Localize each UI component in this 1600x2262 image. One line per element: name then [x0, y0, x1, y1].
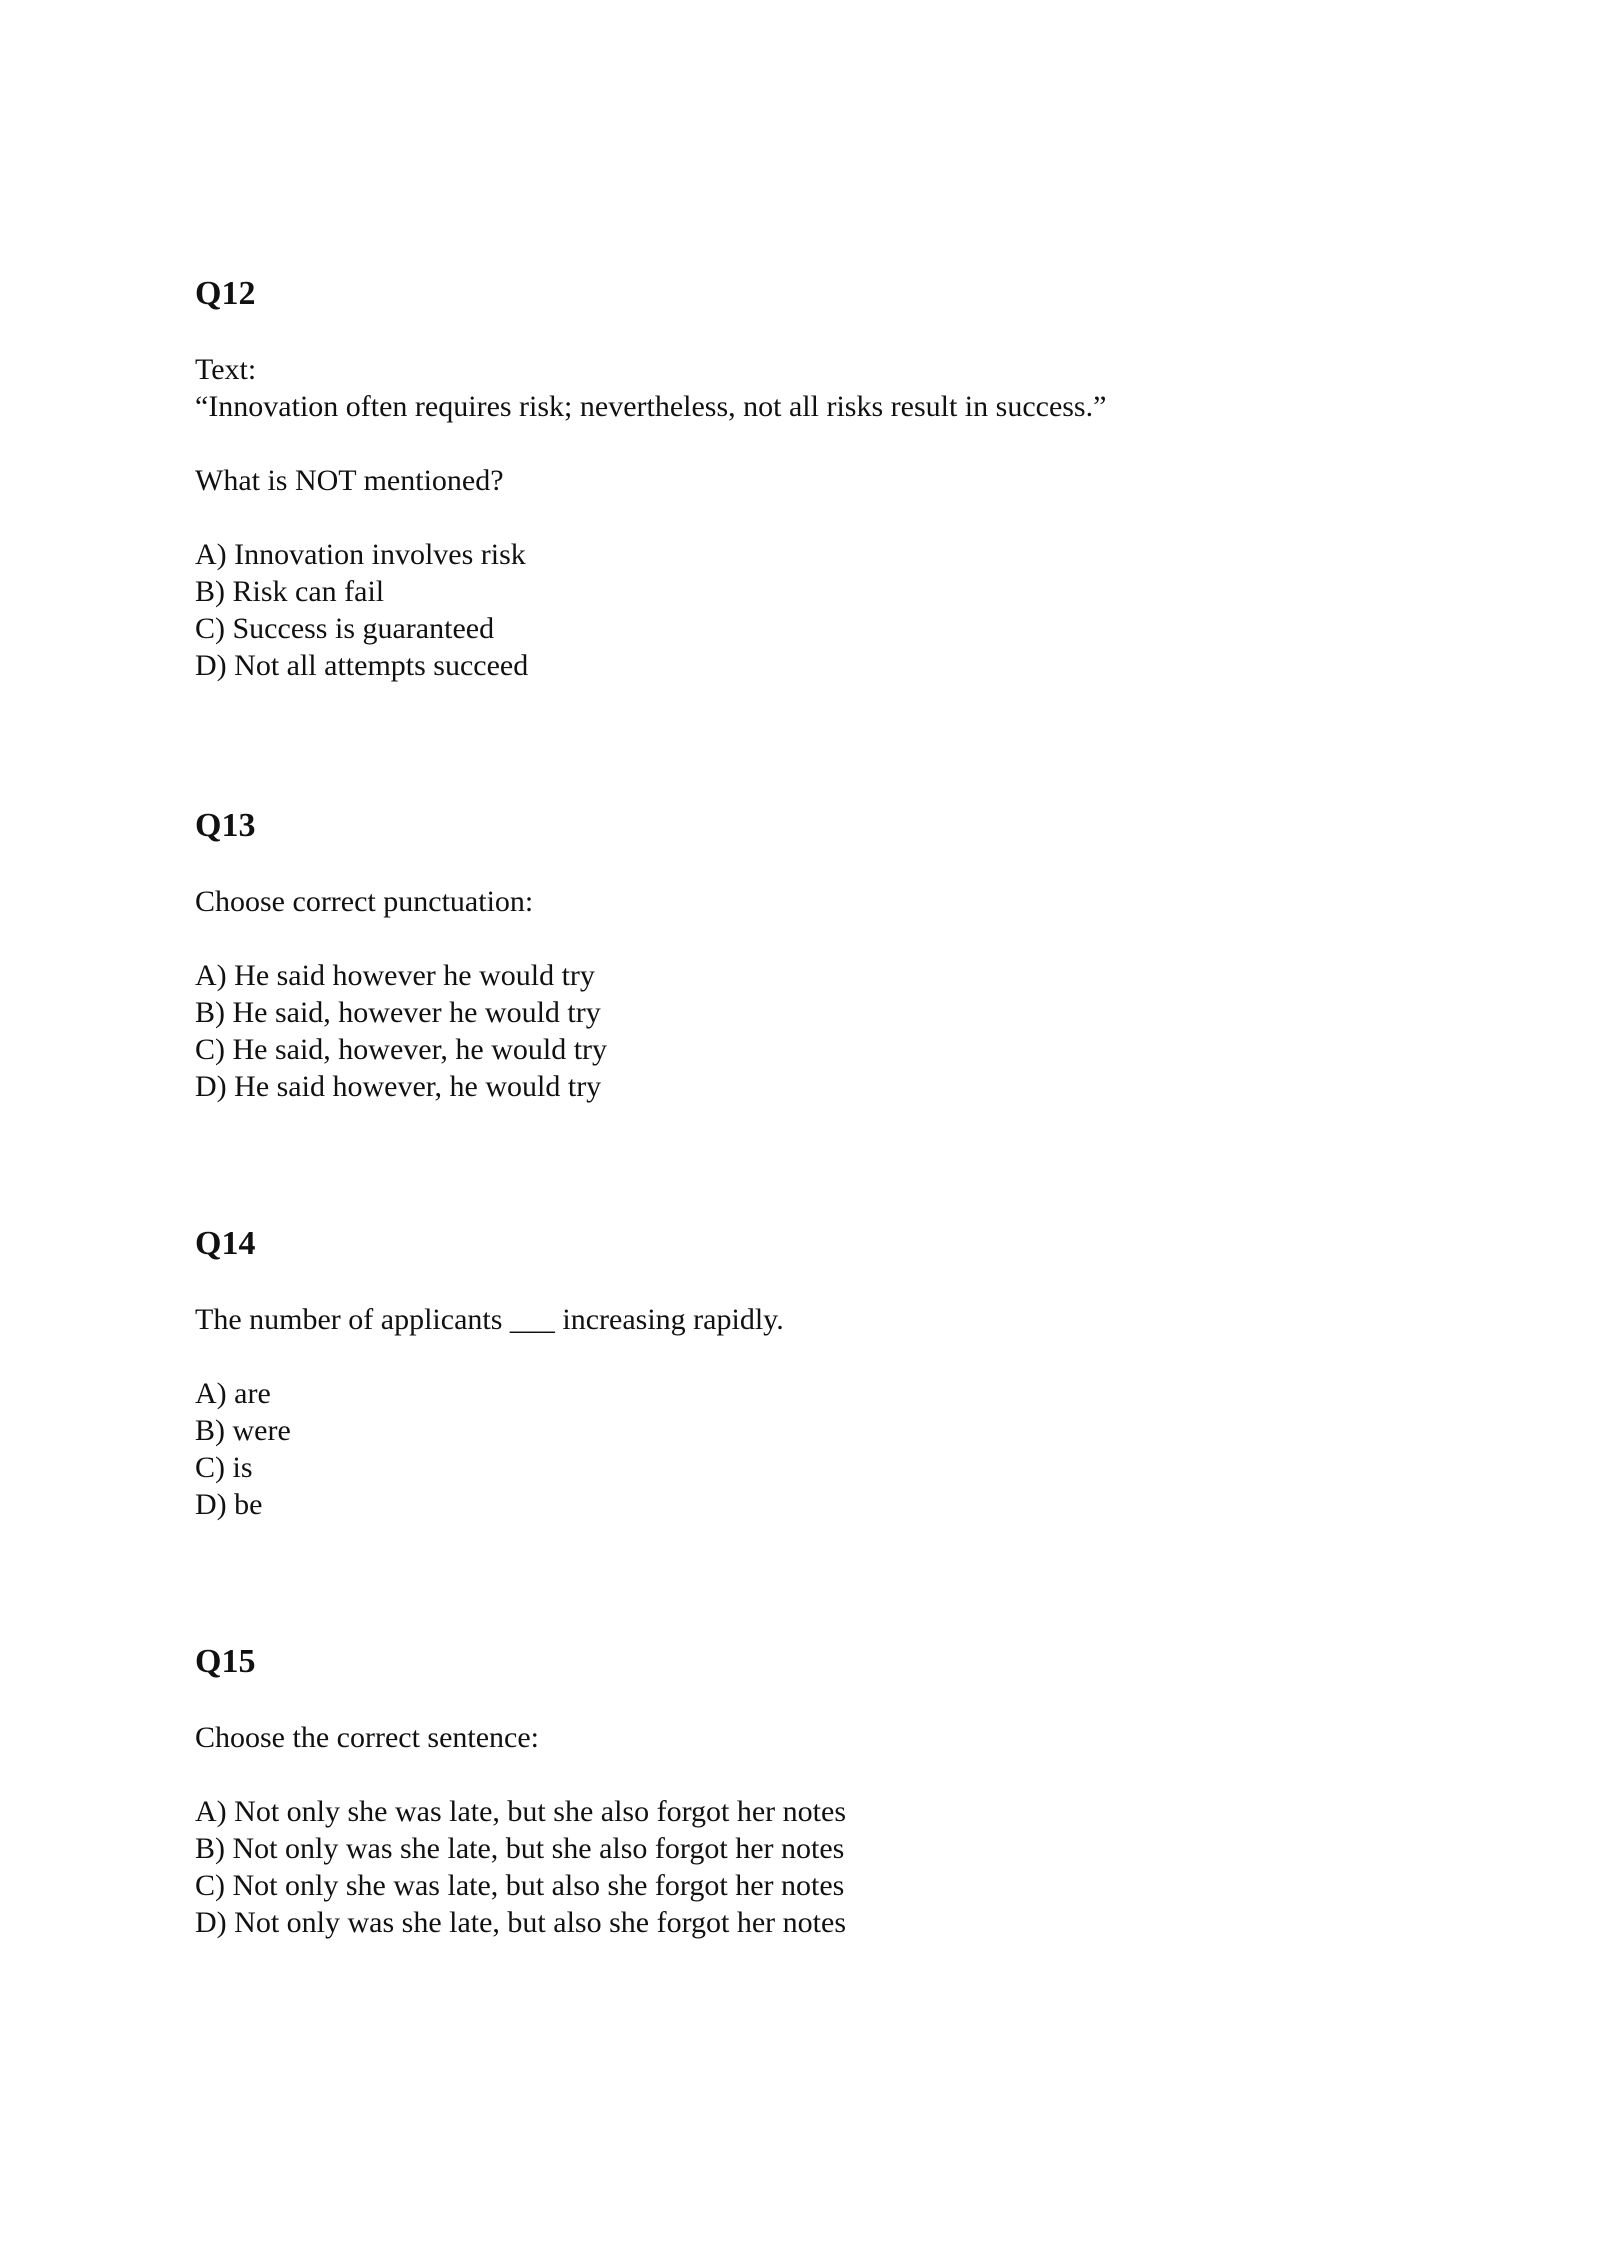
option-d: D) Not all attempts succeed [195, 649, 529, 682]
option-d: D) be [195, 1488, 263, 1521]
question-q13 [195, 806, 1445, 1105]
option-d: D) Not only was she late, but also she forgot her notes [195, 1906, 846, 1939]
option-a: A) are [195, 1377, 271, 1410]
question-title: Q12 [195, 275, 256, 312]
question-title: Q14 [195, 1225, 256, 1262]
question-q12 [195, 274, 1445, 684]
option-c: C) Success is guaranteed [195, 612, 495, 645]
option-c: C) Not only she was late, but also she forgot her notes [195, 1869, 845, 1902]
option-b: B) were [195, 1414, 291, 1447]
option-c: C) He said, however, he would try [195, 1033, 608, 1066]
option-a: A) Not only she was late, but she also forgot her notes [195, 1795, 846, 1828]
option-a: A) He said however he would try [195, 959, 595, 992]
question-prompt: Choose the correct sentence: [195, 1721, 540, 1754]
question-text-label: Text: [195, 353, 257, 386]
question-q14 [195, 1224, 1445, 1523]
question-q15 [195, 1642, 1445, 1941]
question-prompt: What is NOT mentioned? [195, 464, 504, 497]
option-b: B) Not only was she late, but she also forgot her notes [195, 1832, 845, 1865]
question-quote: “Innovation often requires risk; nevertheless, not all risks result in success.” [195, 390, 1107, 423]
option-b: B) Risk can fail [195, 575, 385, 608]
option-d: D) He said however, he would try [195, 1070, 602, 1103]
question-title: Q15 [195, 1643, 256, 1680]
question-prompt: Choose correct punctuation: [195, 885, 534, 918]
question-title: Q13 [195, 807, 256, 844]
option-a: A) Innovation involves risk [195, 538, 526, 571]
option-b: B) He said, however he would try [195, 996, 601, 1029]
option-c: C) is [195, 1451, 253, 1484]
question-prompt: The number of applicants ___ increasing rapidly. [195, 1303, 784, 1336]
